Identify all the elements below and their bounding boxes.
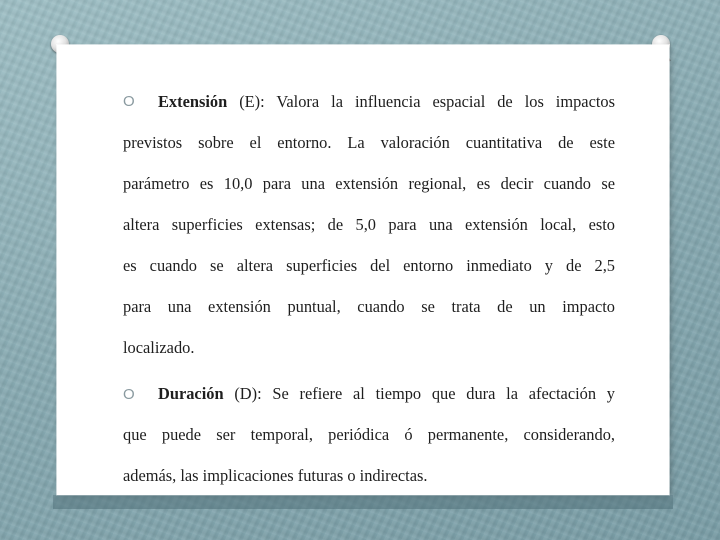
item-first-line [158,92,615,112]
paragraph-line: localizado. [123,338,195,357]
item-first-line-text: Valora la influencia espacial de los impactos [264,92,615,111]
bullet-marker: O [123,386,135,403]
paragraph-line: que puede ser temporal, periódica ó permanente, considerando, [123,425,615,444]
paragraph-line: parámetro es 10,0 para una extensión regional, es decir cuando se [123,174,615,193]
item-first-line-text: Se refiere al tiempo que dura la afectación y [261,384,615,403]
item-first-line [158,384,615,404]
paragraph-line: además, las implicaciones futuras o indirectas. [123,466,428,485]
paragraph-line: para una extensión puntual, cuando se trata de un impacto [123,297,615,316]
item-term: Extensión [158,92,228,111]
paragraph-line: previstos sobre el entorno. La valoración cuantitativa de este [123,133,615,152]
item-abbr: (E): [227,92,265,111]
item-abbr: (D): [223,384,262,403]
paragraph-line: altera superficies extensas; de 5,0 para una extensión local, esto [123,215,615,234]
item-term: Duración [158,384,224,403]
paragraph-line: es cuando se altera superficies del entorno inmediato y de 2,5 [123,256,615,275]
bullet-marker: O [123,93,135,110]
